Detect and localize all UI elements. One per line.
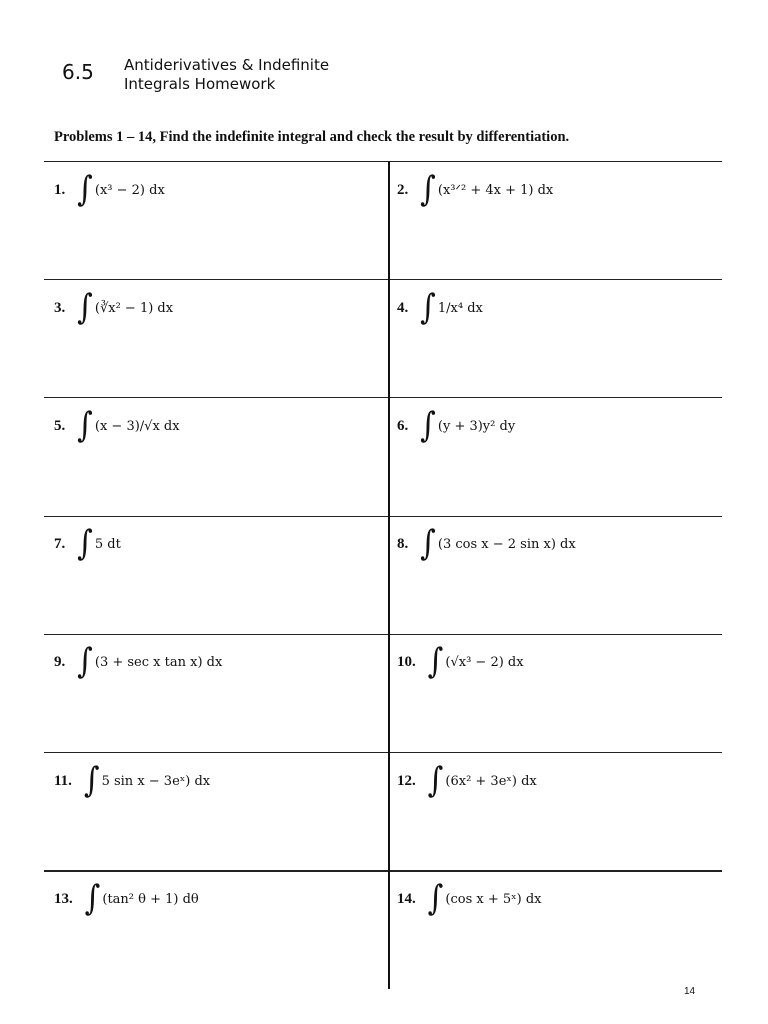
problem-4 <box>397 286 483 330</box>
integral-sign: ∫ <box>84 878 101 919</box>
integral-expression: 1/x⁴ dx <box>437 300 483 316</box>
integral-expression: (∛x² − 1) dx <box>94 300 174 316</box>
integral-sign: ∫ <box>420 287 436 328</box>
problem-2 <box>397 168 553 212</box>
integral-sign: ∫ <box>420 523 436 564</box>
problem-8 <box>397 522 576 566</box>
problem-11 <box>54 759 210 803</box>
integral-sign: ∫ <box>83 760 100 801</box>
table-rule <box>44 634 722 635</box>
problem-number: 13. <box>54 890 73 907</box>
integral-sign: ∫ <box>77 405 93 446</box>
integral-sign: ∫ <box>77 523 93 564</box>
problem-1 <box>54 168 165 212</box>
problem-number: 8. <box>397 535 409 552</box>
integral-expression: 5 sin x − 3eˣ) dx <box>101 773 211 789</box>
problem-3 <box>54 286 173 330</box>
integral-sign: ∫ <box>427 641 444 682</box>
problem-9 <box>54 640 222 684</box>
table-rule <box>44 397 722 398</box>
problem-number: 2. <box>397 181 409 198</box>
problem-number: 14. <box>397 890 416 907</box>
title-line-2: Integrals Homework <box>124 75 276 93</box>
page-number: 14 <box>684 986 696 997</box>
problem-number: 3. <box>54 299 66 316</box>
integral-expression: (√x³ − 2) dx <box>445 654 524 670</box>
problem-12 <box>397 759 537 803</box>
integral-sign: ∫ <box>77 169 93 210</box>
integral-sign: ∫ <box>77 287 93 328</box>
problem-number: 5. <box>54 417 66 434</box>
problem-number: 11. <box>54 772 72 789</box>
problem-7 <box>54 522 121 566</box>
table-rule <box>44 870 722 872</box>
integral-expression: (tan² θ + 1) dθ <box>102 891 199 907</box>
integral-expression: (x³ᐟ² + 4x + 1) dx <box>437 182 554 198</box>
problem-number: 12. <box>397 772 416 789</box>
title-line-1: Antiderivatives & Indefinite <box>124 56 330 74</box>
integral-expression: (x³ − 2) dx <box>94 182 165 198</box>
table-rule <box>44 161 722 162</box>
instructions: Problems 1 – 14, Find the indefinite integral and check the result by differentiation. <box>54 129 570 145</box>
problem-number: 7. <box>54 535 66 552</box>
integral-sign: ∫ <box>420 169 436 210</box>
integral-expression: (y + 3)y² dy <box>437 418 516 434</box>
table-column-divider <box>388 161 390 989</box>
problem-number: 6. <box>397 417 409 434</box>
integral-expression: (3 + sec x tan x) dx <box>94 654 223 670</box>
integral-sign: ∫ <box>427 760 444 801</box>
worksheet-title <box>124 56 329 94</box>
integral-sign: ∫ <box>427 878 444 919</box>
integral-expression: (cos x + 5ˣ) dx <box>445 891 542 907</box>
integral-sign: ∫ <box>77 641 93 682</box>
problem-number: 10. <box>397 653 416 670</box>
integral-expression: (6x² + 3eˣ) dx <box>445 773 537 789</box>
problem-number: 9. <box>54 653 66 670</box>
problem-5 <box>54 404 180 448</box>
integral-sign: ∫ <box>420 405 436 446</box>
table-rule <box>44 279 722 280</box>
section-number: 6.5 <box>62 60 94 84</box>
problem-number: 1. <box>54 181 66 198</box>
integral-expression: 5 dt <box>94 536 121 552</box>
problem-10 <box>397 640 524 684</box>
problem-13 <box>54 877 199 921</box>
problem-14 <box>397 877 542 921</box>
table-rule <box>44 516 722 517</box>
problem-6 <box>397 404 515 448</box>
problem-number: 4. <box>397 299 409 316</box>
table-rule <box>44 752 722 753</box>
integral-expression: (x − 3)/√x dx <box>94 418 180 434</box>
integral-expression: (3 cos x − 2 sin x) dx <box>437 536 576 552</box>
